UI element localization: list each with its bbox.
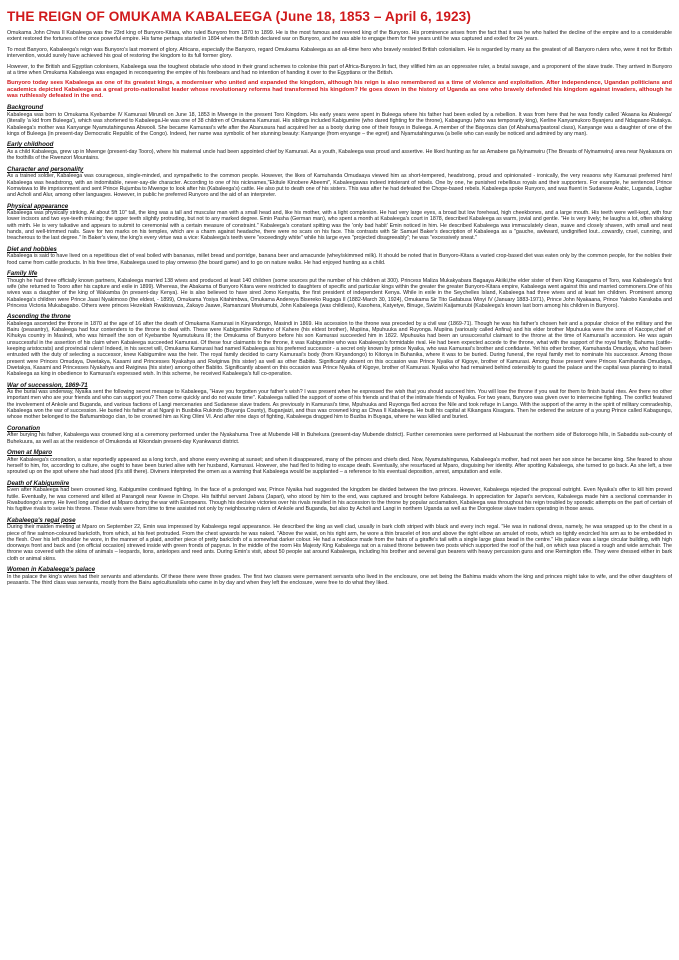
section-paragraph: During their maiden meeting at Mparo on September 22, Emin was impressed by Kabaleega regal appearance. He described the king as well clad, usually in bark cloth striped with black and every inch regal. "He was in national dress, namely, he was wrapped up to the chest in a piece of fine salmon-coloured barkcloth, from which, at his feet protruded. From the chest upwards he was naked. "Above the waist, on his right arm, he wore a thin bracelet of iron and above the right elbow an amulet of roots, which so tightly encircled his arm as to be embedded in the flesh. Over his left shoulder he wore, in the manner of a plaid, another piece of pretty barkcloth of a somewhat darker colour. He had a necklace made from the hairs of a giraffe's tail with a single large glass bead in the centre." His palace was a large circular building, with high doorways front and back and (on official occasion) strewed inside with green fronds of papyrus. In the middle of the room His Majesty King Kabaleega sat on a raised throne between two posts which supported the roof of the hall, on which was placed a rough and wide armchair. The throne was covered with the skins of animals – leopards, lions, antelopes and reed ants. During Emin's visit, about 50 people sat around Kabaleega, including his brother and several gun bearers with heavy percussion guns and one Remington rifle. They were dressed either in bark cloth or animal skins. [7, 524, 672, 562]
section-paragraph: Kabaleega ascended the throne in 1870 at the age of 16 after the death of Omukama Kamurasi in Kiryandongo, Masindi in 1869. His accession to the throne was preceded by a civil war (1869-71). Though he was his father's chosen heir and a popular choice of the military and the Bairu (peasantry), Kabaleega had four contenders to the throne to deal with. These were Kabigumiire Ruhwino of Kahere (his eldest brother), Mupiina, Mpuhuuka and Ruyonga. Mupiina (variously called Anfina) and his elder brother Mpuhuuka were the sons of Kacope,chief of Kihukya country in Masindi, who was himself the son of Kyebambe Nyamutukura III; the Omukama of Bunyoro before his son Kamurasi succeeded him in 1822. Mpuhuuka had been an unsuccessful claimant to the throne at the time of Kamurasi's accession. He was again unsuccessful in the assertion of his claim when Kabaleega succeeded Kamurasi. Of these four claimants to the throne, it was Kabigumiire who was Kabaleega's formidable rival. He had been expected accede to the throne, what with the support of the royal family, Bahuma (cattle-keeping aristocrats) and provincial rulers! Indeed, in his secret will, Omukama Kamurasi had named Kabaleega as his preferred successor - a secret only known by prince Nyaika, who was Kamurasi's brother and confidante. Yet his other brother, Kamuhanda Omudaya, who had been entrusted with the duty of selecting a successor, knew Kabigumiire was the heir. The royal family decided to carry Kamurasi's body (from Kiryandongo) to Kitonya in Buhanika, where it was to be buried. During funeral, the royal family met to nominate his successor. Among those present were Princes Omudaya, Dwetakya, Kasami and Princesses Nyakahya and Rwigirwa (his sister) as well as other Babiito. Significantly absent on this occasion was Prince Nyaika of Kigoye, brother of Kamurasi. Among those present were Princes Kamihanda Omudaya, Dwetakya, Kasami and Princesses Nyakahya and Rwigirwa (his sister) among other Babiito. Significantly absent on this occasion was Prince Nyaika of Kigoye, brother of Kamurasi. Nyaika who had remained behind ostensibly to guard the palace and the capital was planning to install Kabaleega as king in obedience to Kamurasi's expressed wish. In this scheme, he received Kabaleega's full co-operation. [7, 320, 672, 378]
section-heading-coronation: Coronation [7, 424, 40, 432]
section-heading-physical-appearance: Physical appearance [7, 202, 69, 210]
intro-paragraph: To most Banyoro, Kabaleega's reign was Bunyoro's last moment of glory. Africans, especially the Banyoro, regard Omukama Kabaleega as an all-time hero who bravely resisted British colonialism. He is regarded by many as the greatest of all Banyoro rulers who, were it not for British intervention, would surely have achieved his goal of restoring the kingdom to its full former glory. [7, 46, 672, 60]
section-paragraph: Even after Kabaleega had been crowned king, Kabigumiire continued fighting. In the face of a prolonged war, Prince Nyaika had suggested the kingdom be divided between the two princes. However, Kabaleega rejected the proposal outright. Even Nyaika's offer to kill him proved futile. Eventually, he was cornered and killed at Parangoli near Kwese in Chope. His faithful servant Jabara (Japari), who stood by him to the end, was captured and brought before Kabaleega. In appreciation for Japari's services, Kabaleega made him a sectional commander in Rwabudongo's army. He lived long and died at Mparo during the war with Europeans. Though his decisive victories over his rivals resulted in his accession to the throne by popular acclamation, Kabaleega was throughout his reign troubled by sporadic attempts on the part of certain of his fugitive rivals to seize his throne. These rivals were from time to time assisted not only by neighbouring rulers of Ankole and Buganda, but also by Acholi and Langi in northern Uganda as well as the Dongolese slave traders operating in those areas. [7, 487, 672, 513]
highlight-paragraph: Bunyoro today sees Kabaleega as one of its greatest kings, a moderniser who united and expanded the kingdom, although his reign is also remembered as a time of violence and exploitation. After independence, Ugandan politicians and academics depicted Kabaleega as a great proto-nationalist leader whose revolutionary reforms had transformed his kingdom? He goes down in the history of Uganda as one who bravely defended his kingdom against invaders, although he was ruthlessly defeated in the end. [7, 80, 672, 100]
section-paragraph: After burying his father, Kabaleega was crowned king at a ceremony performed under the Nyakahuma Tree at Mubende Hill in Buhekura (present-day Mubende district). Further ceremonies were performed at Habuuruat the northern side of Butoroogo hills, in Sabaddu sub-county of Buhekuura, as well as at the residence of Omukonda at Kikondain present-day Kyankwanzi district. [7, 432, 672, 445]
section-heading-regal-pose: Kabaleega's regal pose [7, 516, 76, 524]
section-heading-family-life: Family life [7, 270, 38, 278]
section-heading-character: Character and personality [7, 165, 84, 173]
section-heading-war-of-succession: War of succession, 1869-71 [7, 381, 88, 389]
section-paragraph: After Kabaleega's coronation, a star reportedly appeared as a long torch, and shone every evening at sunset; and when it disappeared, many of the princes and chiefs died. Now, Nyamutahingurwa, Kabaleega's mother, had not seen her son since he became king. She feared to show herself to him, for, according to culture, she ought to have been buried alive with her husband, Kamurasi. However, she had fled to hiding to escape death. Eventually, she resurfaced at Mparo, disguising her identity. After spotting Kabaleega, she turned to go back. As she left, a tree sprouted up on the spot where she had stood (it's still there). Diviners interpreted the omen as a warning that Kabaleega would be supplanted – a reference to his eventual deposition, arrest, amputation and exile. [7, 456, 672, 476]
article-title: THE REIGN OF OMUKAMA KABALEEGA (June 18, 1853 – April 6, 1923) [7, 9, 471, 24]
section-heading-background: Background [7, 104, 44, 112]
section-paragraph: As a child Kabaleega, grew up in Mwenge (present-day Tooro), where his maternal uncle had been appointed chief by Kamurasi. As a youth, Kabaleega was proud and assertive. He liked hunting as far as Amabere ga Nyinamwiru (The Breasts of Nyinamwiru) area near Nyakasura on the foothills of the Rwenzori Mountains. [7, 148, 672, 162]
intro-paragraph: Omukama John Chwa II Kabaleega was the 23rd king of Bunyoro-Kitara, who ruled Bunyoro from 1870 to 1899. He is the most famous and revered king of the Bunyoro. His prominence arises from the fact that it was he who halted the decline of the empire and to a considerable extent restored the fortunes of the once powerful empire. His fame perhaps started in 1894 when the British declared war on Bunyoro, and he was able to engage them for five years until he was captured and exiled for 24 years. [7, 30, 672, 43]
section-heading-women-in-palace: Women in Kabaleega's palace [7, 566, 96, 574]
section-paragraph: Kabaleega is said to have lived on a repetitious diet of veal boiled with bananas, millet bread and porridge, banana beer and amacunde (whey/skimmed milk). It should be noted that in Bunyoro-Kitara a varied crop-based diet was eaten only by the common people, for the nobles their food came from cattle products. In his free time, Kabaleega used to play omweso (the board game) and to go on nature walks. He had enjoyed hunting as a child. [7, 253, 672, 266]
section-paragraph: Kabaleega was born to Omukama Kyebambe IV Kamurasi Mirundi on June 18, 1853 in Mwenge in the present Toro Kingdom. His early years were spent in Buleega where his father had been exiled by a rebellion. It was from here that he was fondly called 'Akaana ka Abaleega' (literally 'a kid from Buleega'), which was shortened to Kabaleega.He was one of 38 children of Omukama Kamurasi. His siblings included Kabigumiire (who dared fighting for the throne), Kabagungu (who was temporarily king), Kerline Kanyamukoro Byanjeru and Ndagaano Rutakya. Kabaleega's mother was Kanyange Nyamutahingurwa Abwooli. She became Kamurasi's wife after the Abanusura had acquired her as a booty during one of their forays in Buleega. A member of the Bayonza clan (of Abahuma/pastoral class), Kanyange was a daughter of one of the kings of Buleega (in present-day Democratic Republic of the Congo). Indeed, her name was symbolic of her stunning beauty: Kanyange (from enyange – the egret) and Nyamutahingurwa (a belle who can easily be noticed and admired by any man). [7, 112, 672, 137]
section-paragraph: Kabaleega was physically striking. At about 5ft 10" tall, the king was a tall and muscular man with a small head and, like his mother, with a light complexion. He had very large eyes, a broad but low forehead, high cheekbones, and a large mouth. His teeth were well-kept, with four lower incisors and two eye-teeth missing; the upper teeth slightly protruding, but not to any marked degree. Emin Pasha (German man), who spent a month at Kabaleega's court in 1878, described Kabaleega as warm, jovial and gentle. "He is very lively; he laughs a lot, often shaking with mirth. He is very talkative and appears to submit to ceremonial with a certain measure of constraint." Kabaleega's constant spitting was the 'only bad habit' Emin noticed in him. He described Kabaleega was immaculately clean, suave and closely shaven, with small and neat hands, and well-trimmed nails. Save for two marks on his temples, which are a charm against headache, there were no scars on his face. This contrasts with Sir Samuel Baker's description of Kabaleega as a "gauche, awkward, undignified lout...cowardly, cruel, cunning, and treacherous to the last degree." In Baker's view, the king's every virtue was a vice: Kabaleega's teeth were "exceedingly white" while his large eyes "projected disagreeably"; he was "excessively sneat." [7, 210, 672, 242]
section-paragraph: As a trained soldier, Kabaleega was courageous, single-minded, and sympathetic to the common people. However, the likes of Kamuhanda Omudaaya viewed him as short-tempered, headstrong, proud and opinionated - ironically, the very reasons why Kamurasi preferred him! Kabaleega was headstrong, with an indomitable, never-say-die character. According to one of his nicknames,"Ekitule Kinobere Abeemi", Kabaleegawas indeed intolerant of rebels. One by one, he punished rebellious royals and their supporters. For example, he sentenced Prince Komwiswa to life imprisonment and sent Prince Rujumba to Mwenge to look after his (Kabaleega's) cattle. He also put to death one of his sisters. This was after he had defeated the Chope-based rebels. Kabaleega spoke Runyoro, and was fluent in Sudanese Arabic, Luganda, Lugbar and Acholi and Alur, among other languages. However, in public he preferred Runyoro and the aid of an interpreter. [7, 173, 672, 199]
section-paragraph: Though he had three officially known partners, Kabaleega married 138 wives and produced at least 140 children (some sources put the number of his children at 300). Princess Maliza Mukakyabara Bagaaya Akiiki,the elder sister of then King Kasagama of Toro, was Kabaleega's first wife (she returned to Tooro after his capture and exile in 1899). Whereas, the Abakama of Bunyoro Kitara were restricted to daughters of specific and particular kings within the greater the greater Bunyoro-Kitara empire, Kabaleega went against this and married commoners.One of his wives was a daughter of the king of Wakamba (in present-day Kenya). He is also believed to have sired Jomo Kenyatta, the first president of independent Kenya. While in exile in the Seychelles Island, Kabaleega had three wives and at least ten children. Prominent among Kabaleega's children were Prince Jaasi Nyakimoso (the eldest, - 1899), Omukama Yosiya Kitahimbwa, Omukama Andereya Bisereko Rugaga II (1882-March 30, 1924), Omukama Sir Tito Gafabusa Winyi IV (January 1883-1971), Prince John Nyakaana, Prince Yakobo Karakaba and Princess Victoria Mukabagabo. Others were princes Hezekiah Rwakiswaza, Zakayo Jaawe, Ramanzani Mwirumubi, John Kabaleega (was childless), Kasohera, Katyetye, Binuge, Swizini Kaijamurubi (Kabaleega's known last born among his children in Bunyoro). [7, 277, 672, 309]
section-heading-early-childhood: Early childhood [7, 141, 54, 149]
section-heading-ascending-throne: Ascending the throne [7, 313, 71, 321]
section-heading-diet-hobbies: Diet and hobbies [7, 245, 57, 253]
section-paragraph: As the burial was underway, Nyaika sent the following secret message to Kabaleega, "Have you forgotten your father's wish? I was present when he expressed the wish that you should succeed him. You will lose the throne if you wait for them to finish burial rites. Are there no other important men who are your friends and who can support you? Then come quickly and do not waste time". Kabaleega rallied the support of some of his friends and that of the intimate friends of Nyaika. For two years, Bunyoro was given over to internecine fighting. The conflict featured the involvement of Ankole and Buganda, and various factions of Langi mercenaries and Sudanese slave traders. As previously in Kamurasi's time, Mpuhuuka and Ruyonga fled across the Nile and took refuge in Lango. With the support of the army in the spirit of military comradeship, Kabaleega won the war of succession. He buried his father at at Nganji in Busibika Rukindo (Buyanja County), Buganjaizi, and thus was crowned king as Chwa II Kabaleega. He built his capital at Kikangara Kisagara. Then he ordered the seizure of a young Prince called Kabagungu, whose mother belonged to the Bafumambogo clan, to be crowned him as King Olimi VI. And after nine days of fighting, Kabaleega dragged him to Buziba in Buyaga, where he was killed and buried. [7, 389, 672, 421]
section-paragraph: In the palace the king's wives had their servants and attendants. Of these there were three grades. The first two classes were permanent servants who lived in the enclosure, one set being the Bahima maids whom the king and princes might take to wife, and the other daughters of peasants. The third class was servants, mostly from the Bairu agriculturalists who came in by day and when they left the enclosure, were free to do what they liked. [7, 573, 672, 587]
section-heading-death-of-kabigumiire: Death of Kabigumiire [7, 479, 70, 487]
intro-paragraph: However, to the British and Egyptian colonisers, Kabaleega was the toughest obstacle who stood in their grand schemes to colonise this part of Africa-Bunyoro.In fact, they vilified him as an oppressive ruler, a brutal savage, and a proponent of the slave trade. They arrived in Bunyoro at a time when Omukama Kabaleega was engaged in reconquering the empire of his forebears and had no intention of handing it over to the Egyptians or the British. [7, 63, 672, 76]
section-heading-omen-at-mparo: Omen at Mparo [7, 449, 53, 457]
